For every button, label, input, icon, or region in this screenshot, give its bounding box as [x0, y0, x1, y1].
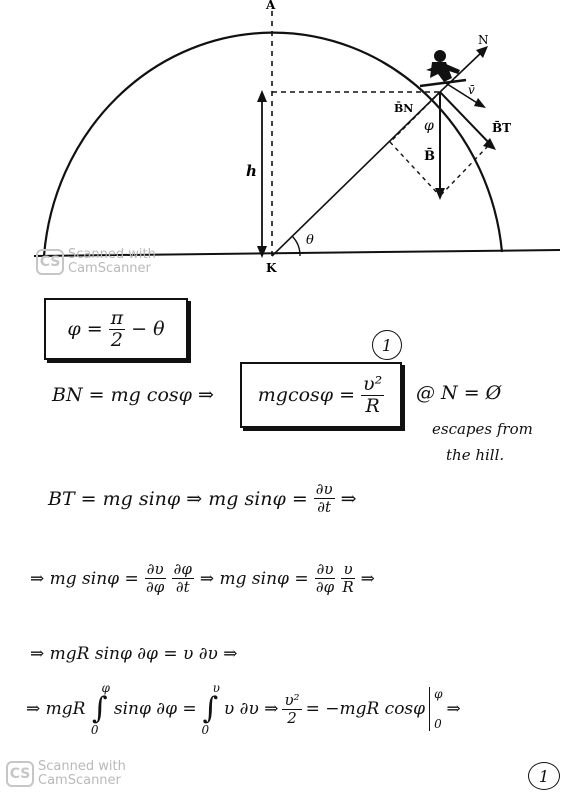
bt-text: BT = mg sinφ ⇒ mg sinφ =	[48, 487, 308, 510]
escape-note-1: escapes from	[432, 420, 533, 438]
h-arrow-top-head	[257, 90, 267, 102]
bn-boxed-equation	[240, 362, 402, 428]
int2-upper: υ	[212, 681, 220, 695]
vector-v-head	[474, 98, 486, 108]
separation-line: ⇒ mgR sinφ ∂φ = υ ∂υ ⇒	[30, 644, 238, 664]
bn-num: υ²	[363, 372, 383, 395]
label-B: B̄	[424, 149, 435, 164]
label-theta: θ	[306, 233, 314, 248]
integral-sign-1: ∫	[91, 691, 108, 726]
label-BT: B̄T	[492, 121, 512, 135]
label-v: v̄	[468, 83, 475, 97]
eval-upper: φ	[434, 687, 443, 701]
line5-num: υ²	[284, 690, 300, 709]
phi-definition-box	[44, 298, 188, 360]
line5-tail: ⇒	[446, 699, 461, 719]
page-number-circle	[528, 762, 560, 790]
label-h: h	[246, 162, 257, 180]
h-arrow-bottom-head	[257, 246, 267, 258]
line5-rhs: = −mgR cosφ	[305, 699, 426, 719]
int1-body: sinφ ∂φ =	[113, 699, 197, 719]
line3-frac1	[145, 562, 166, 595]
escape-note-2: the hill.	[446, 446, 505, 464]
equation-number-circle	[372, 330, 402, 360]
bn-boxed-lhs: mgcosφ =	[257, 384, 356, 406]
bn-fraction	[361, 372, 384, 417]
vector-B-head	[435, 188, 445, 200]
integral-1	[89, 682, 109, 736]
eval-bar	[429, 687, 442, 731]
line5-fraction	[282, 690, 301, 727]
line3-n2: ∂φ	[173, 560, 192, 578]
phi-def-rhs: − θ	[131, 318, 165, 340]
int2-lower: 0	[201, 723, 210, 737]
label-phi: φ	[424, 118, 434, 134]
bt-line	[48, 482, 357, 515]
phi-def-den: 2	[110, 328, 123, 351]
eval-lower: 0	[434, 716, 442, 731]
skier-icon	[420, 50, 466, 86]
bn-condition: @ N = Ø	[416, 382, 502, 404]
watermark-line2: CamScanner	[68, 261, 151, 276]
line3-d4: R	[342, 578, 354, 596]
line3-d2: ∂t	[175, 578, 190, 596]
phi-def-num: π	[110, 306, 124, 329]
line3-frac4	[341, 562, 354, 595]
watermark2-line1: Scanned with	[38, 759, 126, 774]
bt-num: ∂υ	[315, 480, 333, 498]
line3-tail: ⇒	[360, 568, 375, 589]
label-N: N	[478, 33, 489, 47]
label-A: A	[266, 0, 276, 12]
camscanner-watermark-top	[36, 248, 156, 276]
line3-d1: ∂φ	[146, 578, 165, 596]
integral-sign-2: ∫	[202, 691, 219, 726]
camscanner-logo-icon: CS	[36, 249, 64, 275]
bn-lhs: BN = mg cosφ ⇒	[52, 384, 214, 406]
line3-n4: υ	[343, 560, 353, 578]
bn-den: R	[365, 394, 380, 417]
line3-frac3	[315, 562, 336, 595]
bt-tail: ⇒	[340, 487, 357, 510]
bt-den: ∂t	[317, 498, 332, 516]
line3-n3: ∂υ	[316, 560, 334, 578]
int1-lower: 0	[90, 723, 99, 737]
bt-fraction	[314, 482, 335, 515]
camscanner-watermark-bottom	[6, 760, 126, 788]
phi-def-lhs: φ =	[67, 318, 103, 340]
camscanner-logo-icon-2: CS	[6, 761, 34, 787]
chain-rule-line	[30, 562, 375, 595]
label-BN: B̄N	[394, 102, 414, 115]
line3-n1: ∂υ	[146, 560, 164, 578]
label-K: K	[266, 261, 277, 275]
watermark2-line2: CamScanner	[38, 773, 121, 788]
line3-frac2	[172, 562, 194, 595]
phi-def-fraction	[109, 306, 126, 351]
page-number: 1	[538, 766, 550, 786]
integration-line	[26, 682, 461, 736]
line3-d3: ∂φ	[315, 578, 335, 596]
line3-pre: ⇒ mg sinφ =	[30, 568, 139, 589]
int1-upper: φ	[101, 681, 110, 695]
line5-pre: ⇒ mgR	[26, 699, 86, 719]
integral-2	[201, 682, 220, 736]
line5-den: 2	[287, 708, 297, 727]
equation-number: 1	[381, 335, 393, 355]
line3-mid: ⇒ mg sinφ =	[199, 568, 309, 589]
int2-body: υ ∂υ ⇒	[223, 699, 279, 719]
watermark-line1: Scanned with	[68, 247, 156, 262]
